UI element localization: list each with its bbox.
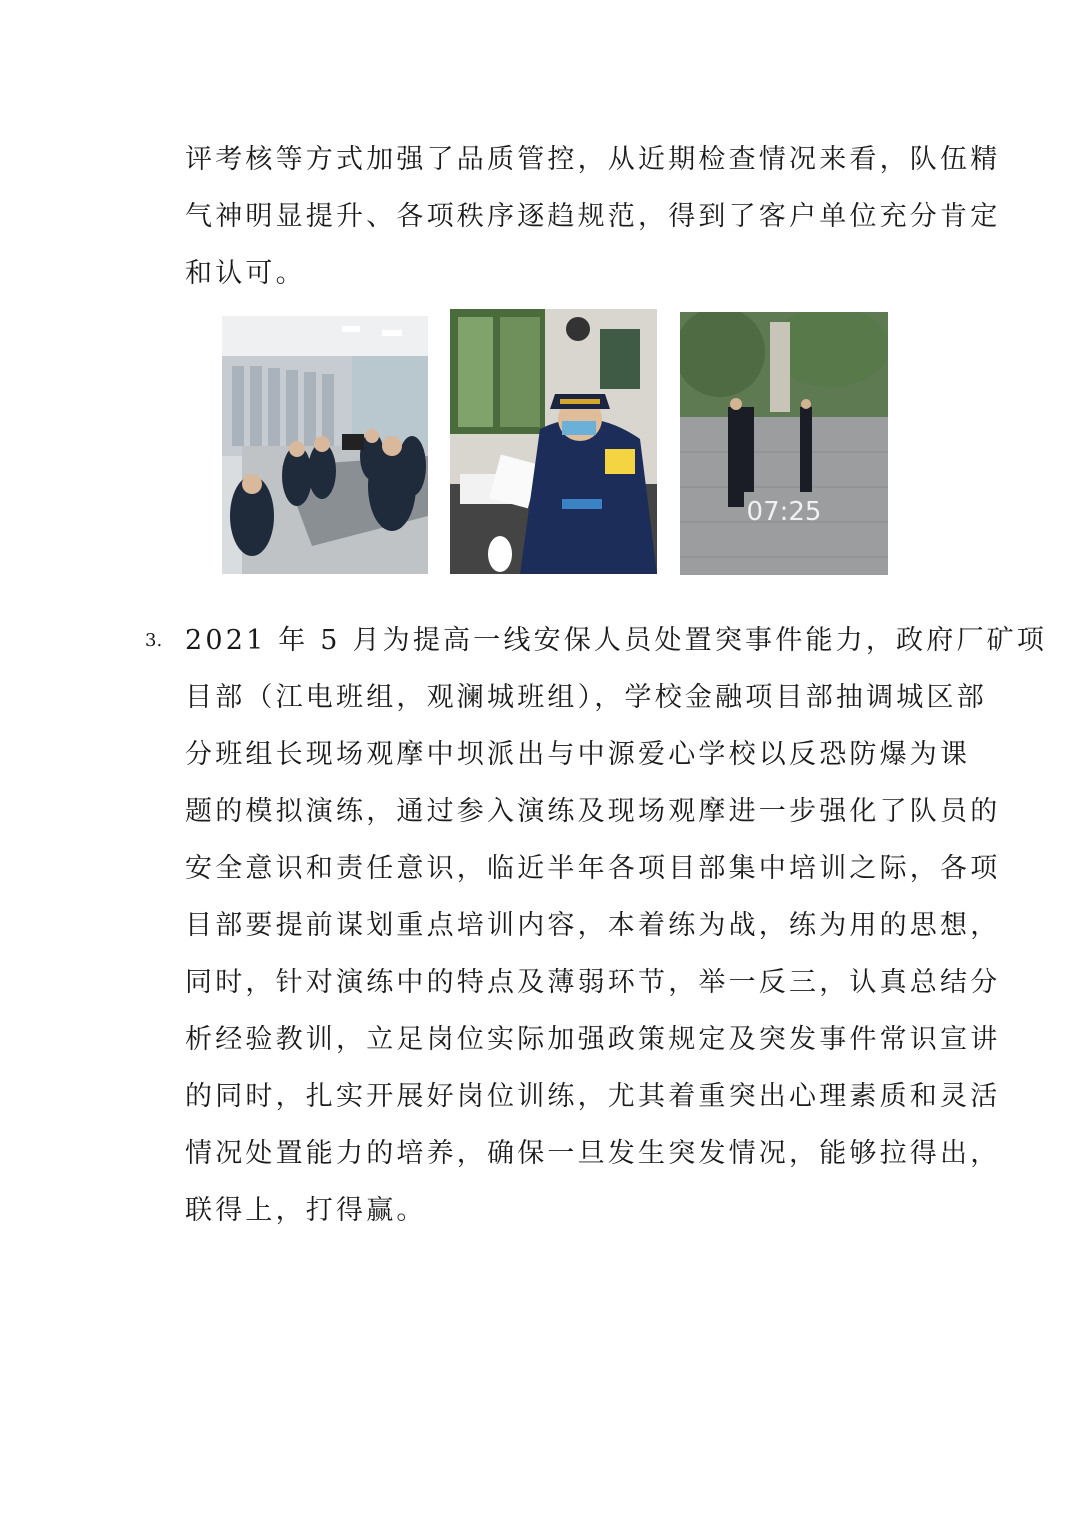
outdoor-drill-photo: [680, 312, 888, 575]
text-line: 2021 年 5 月为提高一线安保人员处置突事件能力，政府厂矿项: [185, 625, 1048, 656]
photo-timestamp: 07:25: [746, 497, 822, 527]
text-line: 安全意识和责任意识，临近半年各项目部集中培训之际，各项: [185, 853, 1001, 884]
text-line: 联得上，打得赢。: [185, 1195, 427, 1226]
list-item-paragraph: [185, 612, 1048, 1239]
text-line: 目部要提前谋划重点培训内容，本着练为战，练为用的思想，: [185, 910, 1001, 941]
text-line: 同时，针对演练中的特点及薄弱环节，举一反三，认真总结分: [185, 967, 1001, 998]
meeting-room-photo: [222, 316, 428, 574]
text-line: 和认可。: [185, 258, 306, 289]
text-line: 析经验教训，立足岗位实际加强政策规定及突发事件常识宣讲: [185, 1024, 1001, 1055]
paragraph-continuation: [185, 131, 1001, 302]
list-item-number: 3.: [145, 630, 163, 651]
text-line: 评考核等方式加强了品质管控，从近期检查情况来看，队伍精: [185, 144, 1001, 175]
text-line: 分班组长现场观摩中坝派出与中源爱心学校以反恐防爆为课: [185, 739, 971, 770]
text-line: 题的模拟演练，通过参入演练及现场观摩进一步强化了队员的: [185, 796, 1001, 827]
text-line: 目部（江电班组，观澜城班组），学校金融项目部抽调城区部: [185, 682, 987, 713]
text-line: 气神明显提升、各项秩序逐趋规范，得到了客户单位充分肯定: [185, 201, 1001, 232]
guard-reading-photo: [450, 309, 657, 574]
text-line: 情况处置能力的培养，确保一旦发生突发情况，能够拉得出，: [185, 1138, 1001, 1169]
text-line: 的同时，扎实开展好岗位训练，尤其着重突出心理素质和灵活: [185, 1081, 1001, 1112]
